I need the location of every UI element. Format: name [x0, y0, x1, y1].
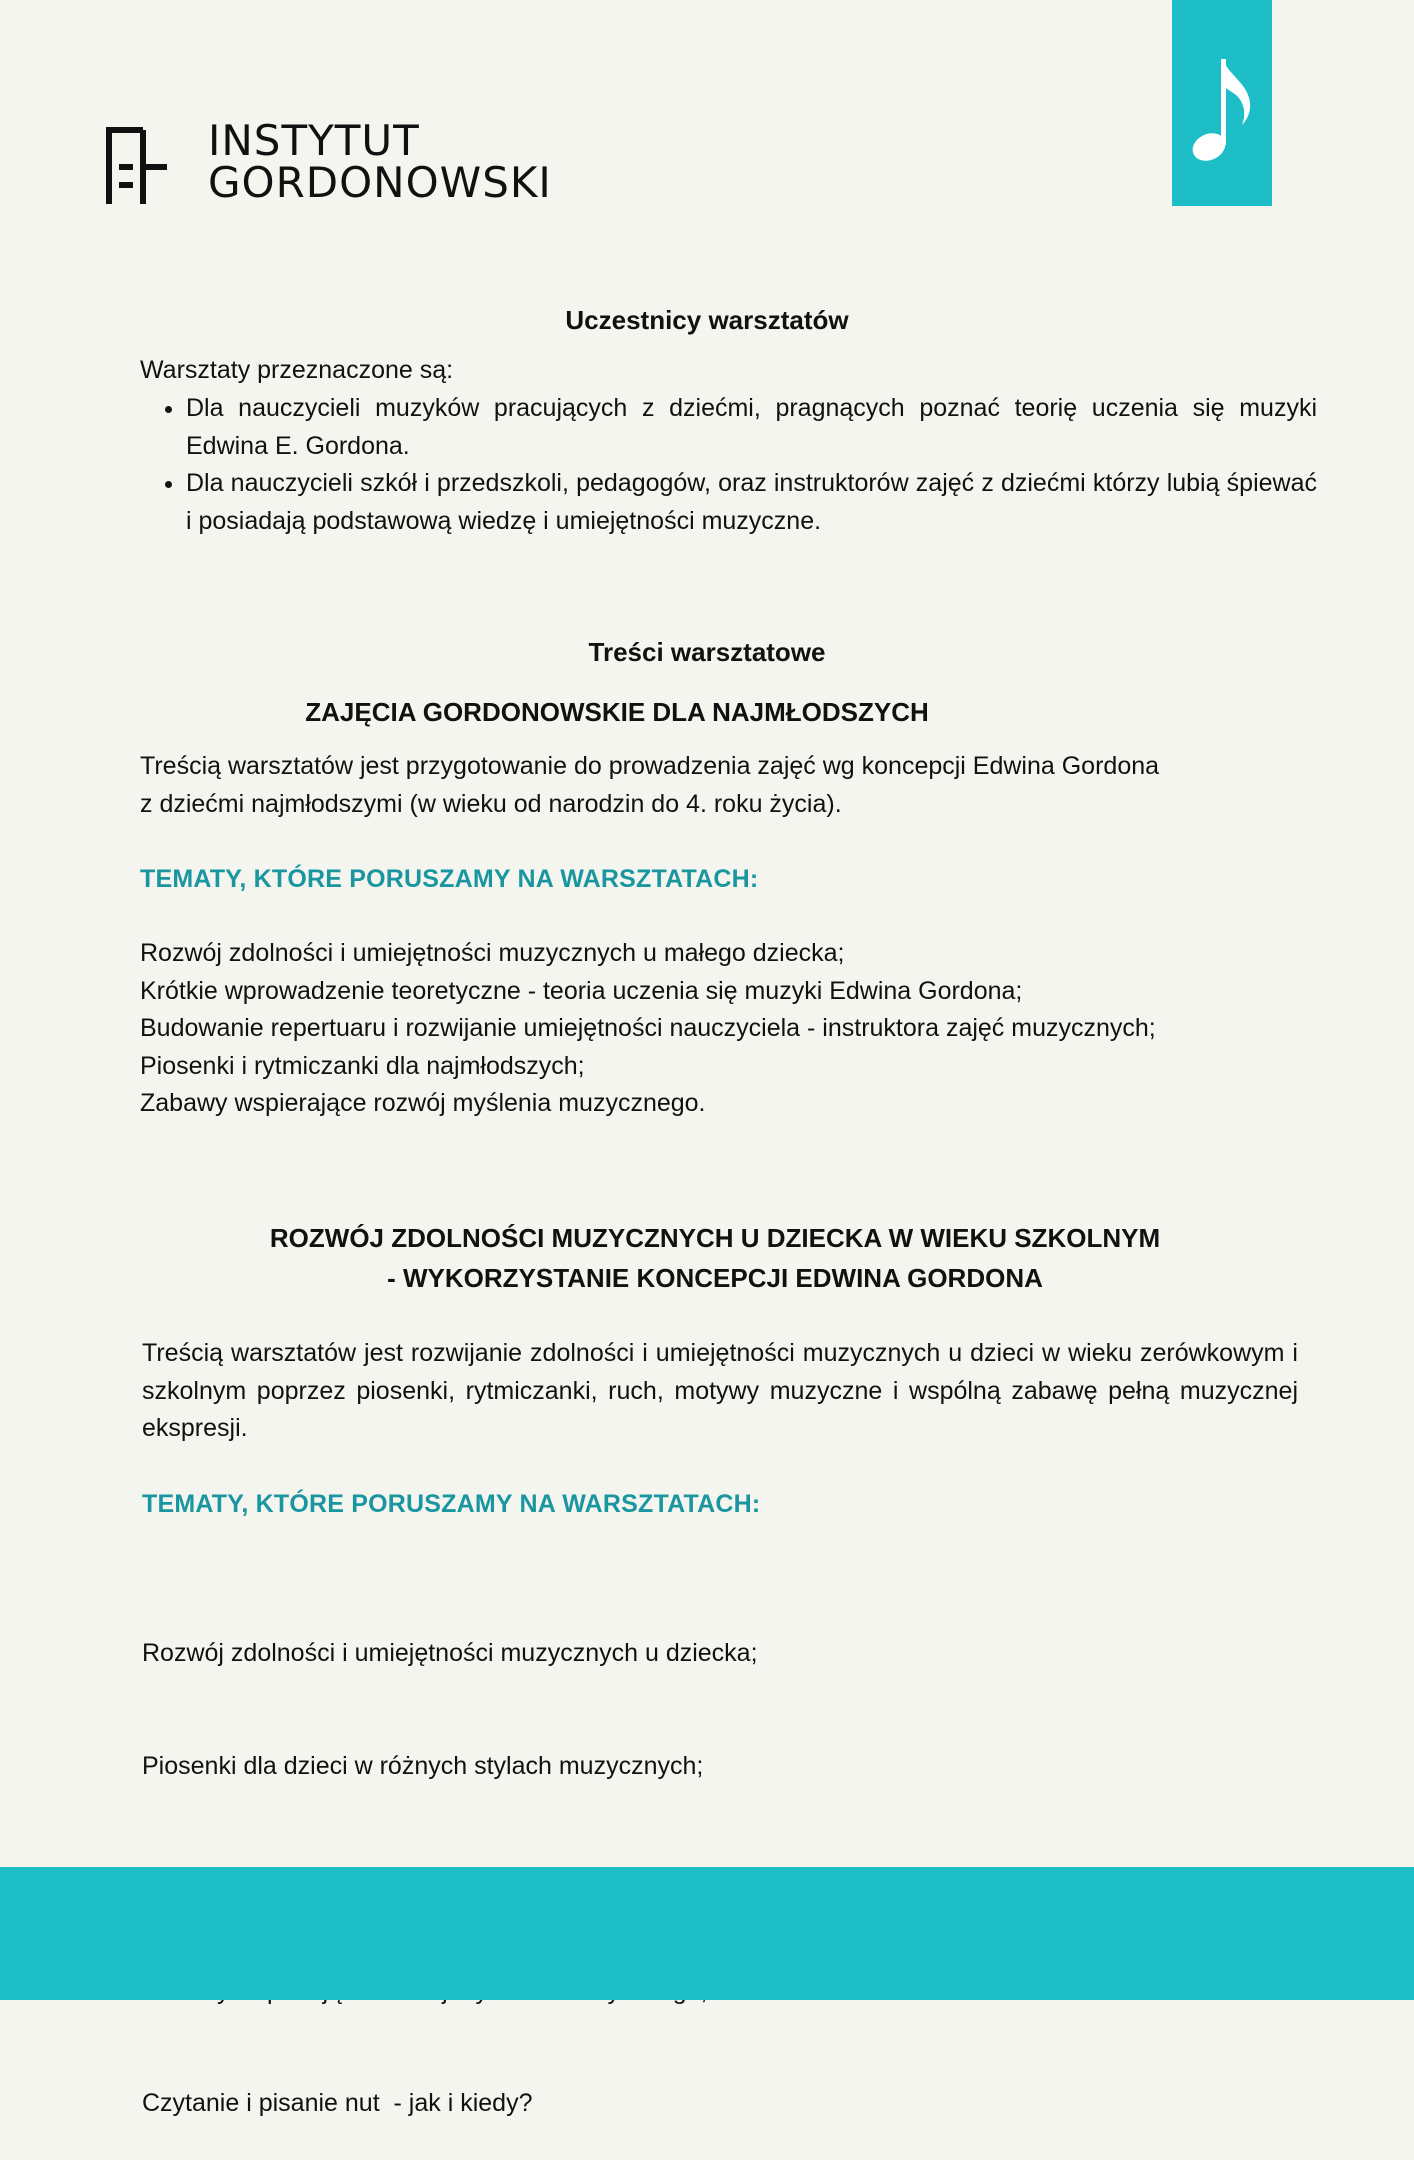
block1-topics-list [140, 935, 1156, 1123]
logo-line-1: INSTYTUT [208, 116, 420, 165]
block1-description-line-1: Treścią warsztatów jest przygotowanie do prowadzenia zajęć wg koncepcji Edwina Gordona [140, 752, 1160, 780]
participants-list [140, 390, 1317, 540]
participants-intro: Warsztaty przeznaczone są: [140, 356, 454, 384]
block2-heading-line-2: - WYKORZYSTANIE KONCEPCJI EDWINA GORDONA [387, 1263, 1043, 1293]
list-item: • Dla nauczycieli szkół i przedszkoli, pedagogów, oraz instruktorów zajęć z dziećmi którzy lubią śpiewać i posiadają podstawową wiedzę i umiejętności muzyczne. [186, 465, 1317, 540]
accent-tab [1172, 0, 1272, 206]
list-item: Budowanie repertuaru i rozwijanie umiejętności nauczyciela - instruktora zajęć muzycznych; [140, 1014, 1156, 1042]
list-item: Rozwój zdolności i umiejętności muzycznych u małego dziecka; [140, 939, 845, 967]
logo-wordmark [208, 116, 552, 207]
block2-heading [8, 1218, 1414, 1298]
contents-title: Treści warsztatowe [588, 637, 826, 667]
institute-logo-mark-icon [106, 127, 170, 207]
block2-topics-list [142, 1560, 758, 2160]
list-item: Rozwój zdolności i umiejętności muzycznych u dziecka; [142, 1639, 758, 1667]
block2-topics-heading: TEMATY, KTÓRE PORUSZAMY NA WARSZTATACH: [142, 1490, 761, 1518]
participants-title: Uczestnicy warsztatów [565, 305, 849, 335]
list-item: Piosenki i rytmiczanki dla najmłodszych; [140, 1051, 585, 1080]
music-note-icon [1190, 55, 1254, 167]
list-item: Zabawy wspierające rozwój myślenia muzycznego. [140, 1089, 706, 1117]
list-item: Krótkie wprowadzenie teoretyczne - teoria uczenia się muzyki Edwina Gordona; [140, 976, 1023, 1005]
block2-heading-line-1: ROZWÓJ ZDOLNOŚCI MUZYCZNYCH U DZIECKA W WIEKU SZKOLNYM [269, 1223, 1161, 1253]
block1-description [140, 748, 1280, 823]
logo-line-2: GORDONOWSKI [208, 158, 552, 207]
block1-heading: ZAJĘCIA GORDONOWSKIE DLA NAJMŁODSZYCH [305, 697, 929, 727]
list-item: Piosenki dla dzieci w różnych stylach muzycznych; [142, 1751, 704, 1780]
block2-description: Treścią warsztatów jest rozwijanie zdolności i umiejętności muzycznych u dzieci w wieku zerówkowym i szkolnym poprzez piosenki, rytmiczanki, ruch, motywy muzyczne i wspólną zabawę pełną muzycznej ekspresji. [142, 1339, 1298, 1442]
footer-band [0, 1867, 1414, 2000]
logo [106, 116, 586, 215]
block1-topics-heading: TEMATY, KTÓRE PORUSZAMY NA WARSZTATACH: [140, 865, 759, 893]
list-item: • Dla nauczycieli muzyków pracujących z dziećmi, pragnących poznać teorię uczenia się muzyki Edwina E. Gordona. [186, 390, 1317, 465]
block1-description-line-2: z dziećmi najmłodszymi (w wieku od narodzin do 4. roku życia). [140, 789, 842, 818]
list-item: Czytanie i pisanie nut - jak i kiedy? [142, 2089, 533, 2117]
